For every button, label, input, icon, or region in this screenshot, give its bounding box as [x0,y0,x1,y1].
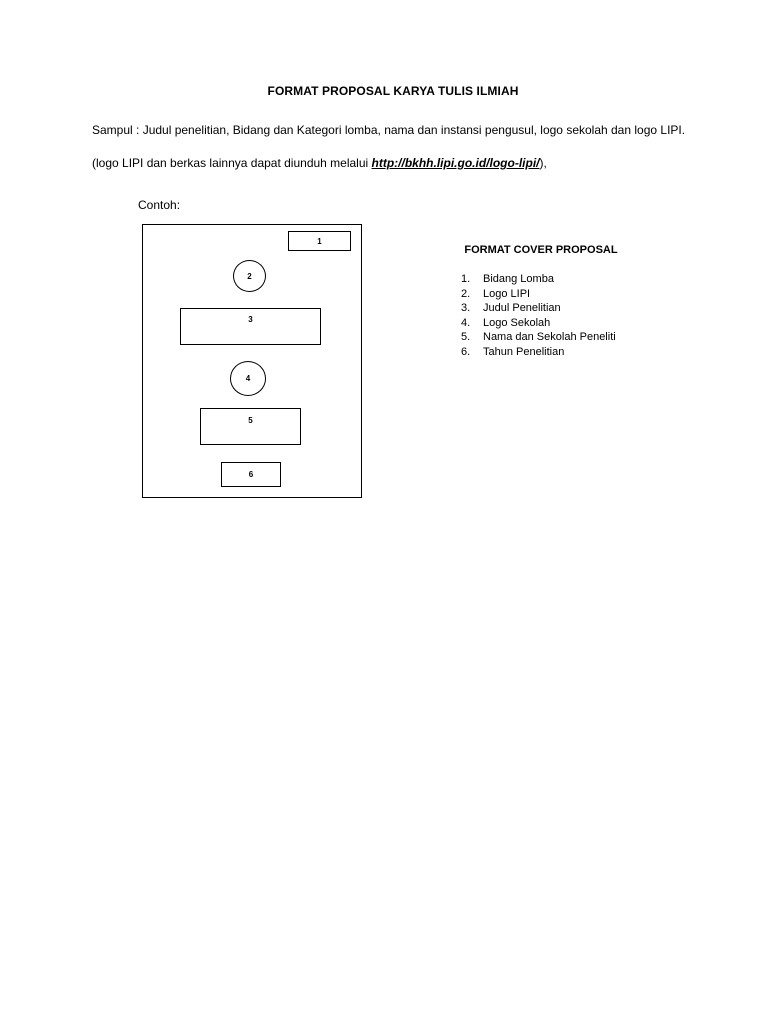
cover-box-3 [180,308,321,345]
list-item [461,272,616,287]
list-item [461,287,616,302]
list-item-number: 6. [461,345,471,358]
list-item-number: 4. [461,316,471,329]
list-item [461,345,616,360]
format-cover-heading: FORMAT COVER PROPOSAL [464,244,618,256]
list-item-number: 5. [461,331,471,344]
list-item-label: Logo LIPI [483,287,531,300]
list-item [461,316,616,331]
format-cover-list [461,272,616,360]
cover-circle-2 [233,260,266,292]
list-item-label: Logo Sekolah [483,316,551,329]
list-item-label: Judul Penelitian [483,302,561,315]
list-item-label: Nama dan Sekolah Peneliti [483,331,616,344]
cover-box-6-number: 6 [248,470,254,479]
cover-box-1-number: 1 [317,237,322,246]
cover-circle-4 [230,361,266,396]
cover-box-5-number: 5 [248,416,253,425]
cover-circle-4-number: 4 [245,374,251,383]
example-label: Contoh: [138,198,181,212]
cover-circle-2-number: 2 [247,272,252,281]
cover-box-6 [221,462,281,487]
download-link[interactable]: http://bkhh.lipi.go.id/logo-lipi/ [371,156,540,170]
cover-box-1 [288,231,351,251]
cover-box-3-number: 3 [248,315,253,324]
list-item [461,301,616,316]
document-title: FORMAT PROPOSAL KARYA TULIS ILMIAH [267,84,519,98]
cover-box-5 [200,408,301,445]
download-note [92,155,694,171]
list-item-label: Tahun Penelitian [483,345,565,358]
download-note-suffix: ), [539,156,547,170]
list-item [461,330,616,345]
cover-description: Sampul : Judul penelitian, Bidang dan Kategori lomba, nama dan instansi pengusul, logo sekolah dan logo LIPI. [92,123,686,137]
list-item-label: Bidang Lomba [483,273,554,285]
download-note-prefix: (logo LIPI dan berkas lainnya dapat diunduh melalui [92,156,372,170]
list-item-number: 1. [461,273,471,285]
list-item-number: 2. [461,287,471,300]
list-item-number: 3. [461,302,471,315]
